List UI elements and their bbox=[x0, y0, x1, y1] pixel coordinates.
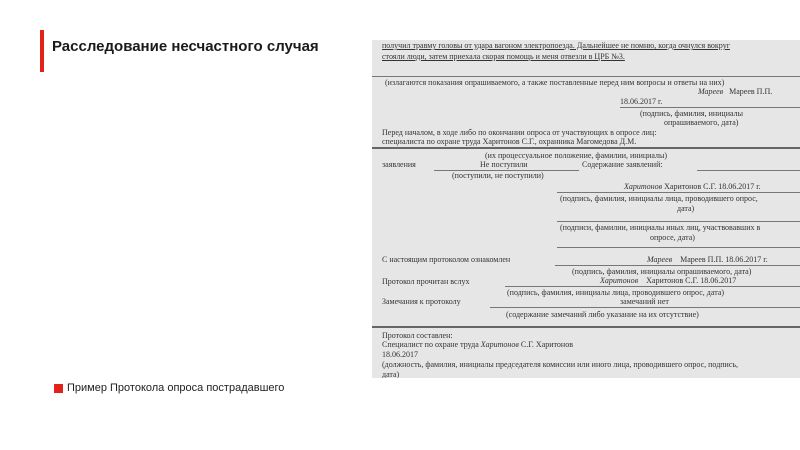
signature: Харитонов bbox=[600, 276, 639, 285]
composed-hint: (должность, фамилия, инициалы председателя комиссии или иного лица, проводившего опрос, подпись, bbox=[382, 360, 739, 369]
composed-by bbox=[382, 340, 573, 349]
testimony-line: получил травму головы от удара вагоном электропоезда. Дальнейшее не помню, когда очнулся вокруг bbox=[382, 41, 730, 50]
image-caption: Пример Протокола опроса пострадавшего bbox=[67, 382, 285, 394]
divider bbox=[372, 76, 800, 77]
divider bbox=[372, 147, 800, 149]
signature: Мареев bbox=[647, 255, 673, 264]
others-hint: (подписи, фамилии, инициалы иных лиц, участвовавших в bbox=[560, 223, 761, 232]
divider bbox=[372, 326, 800, 328]
testimony-hint: (излагаются показания опрашиваемого, а также поставленные перед ним вопросы и ответы на них) bbox=[385, 78, 725, 87]
participants-hint: (их процессуальное положение, фамилии, инициалы) bbox=[485, 151, 668, 160]
testimony-line: стояли люди, затем приехала скорая помощь и меня отвезли в ЦРБ №3. bbox=[382, 52, 625, 61]
name-date: Харитонов С.Г. 18.06.2017 bbox=[646, 276, 737, 285]
interviewer-hint: дата) bbox=[677, 204, 695, 213]
participants-intro: Перед началом, в ходе либо по окончании опроса от участвующих в опросе лиц: bbox=[382, 128, 657, 137]
remarks-value: замечаний нет bbox=[620, 297, 669, 306]
composed-label: Протокол составлен: bbox=[382, 331, 453, 340]
title-accent-bar bbox=[40, 30, 44, 72]
others-hint: опросе, дата) bbox=[650, 233, 695, 242]
statements-content-label: Содержание заявлений: bbox=[582, 160, 663, 169]
caption-bullet-icon bbox=[54, 384, 63, 393]
divider bbox=[557, 221, 800, 222]
statements-value: Не поступили bbox=[480, 160, 528, 169]
divider bbox=[555, 265, 800, 266]
composed-date: 18.06.2017 bbox=[382, 350, 418, 359]
name-date: Харитонов С.Г. 18.06.2017 г. bbox=[664, 182, 761, 191]
divider bbox=[557, 247, 800, 248]
read-aloud-label: Протокол прочитан вслух bbox=[382, 277, 470, 286]
divider bbox=[620, 107, 800, 108]
interviewee-hint: опрашиваемого, дата) bbox=[664, 118, 739, 127]
signature: Харитонов bbox=[480, 340, 519, 349]
interviewee-date: 18.06.2017 г. bbox=[620, 97, 663, 106]
interviewer-hint: (подпись, фамилия, инициалы лица, проводившего опрос, bbox=[560, 194, 758, 203]
read-aloud-hint: (подпись, фамилия, инициалы лица, проводившего опрос, дата) bbox=[507, 288, 725, 297]
signature: Харитонов bbox=[624, 182, 663, 191]
acquainted-label: С настоящим протоколом ознакомлен bbox=[382, 255, 511, 264]
acquainted-signature bbox=[647, 255, 768, 264]
statements-label: заявления bbox=[382, 160, 416, 169]
remarks-label: Замечания к протоколу bbox=[382, 297, 461, 306]
divider bbox=[505, 286, 800, 287]
interviewee-signature bbox=[698, 87, 772, 96]
participants: специалиста по охране труда Харитонов С.Г., охранника Магомедова Д.М. bbox=[382, 137, 637, 146]
statements-hint: (поступили, не поступили) bbox=[452, 171, 544, 180]
name: Мареев П.П. bbox=[729, 87, 773, 96]
name: С.Г. Харитонов bbox=[520, 340, 573, 349]
read-aloud-signature bbox=[600, 276, 736, 285]
protocol-document-image bbox=[372, 40, 800, 378]
position: Специалист по охране труда bbox=[382, 340, 479, 349]
signature: Мареев bbox=[698, 87, 724, 96]
acquainted-hint: (подпись, фамилия, инициалы опрашиваемого, дата) bbox=[572, 267, 752, 276]
name-date: Мареев П.П. 18.06.2017 г. bbox=[680, 255, 768, 264]
divider bbox=[697, 170, 800, 171]
interviewer-signature bbox=[624, 182, 761, 191]
remarks-hint: (содержание замечаний либо указание на их отсутствие) bbox=[506, 310, 699, 319]
divider bbox=[490, 307, 800, 308]
divider bbox=[557, 192, 800, 193]
interviewee-hint: (подпись, фамилия, инициалы bbox=[640, 109, 743, 118]
slide-title: Расследование несчастного случая bbox=[52, 38, 319, 55]
composed-hint: дата) bbox=[382, 370, 400, 378]
